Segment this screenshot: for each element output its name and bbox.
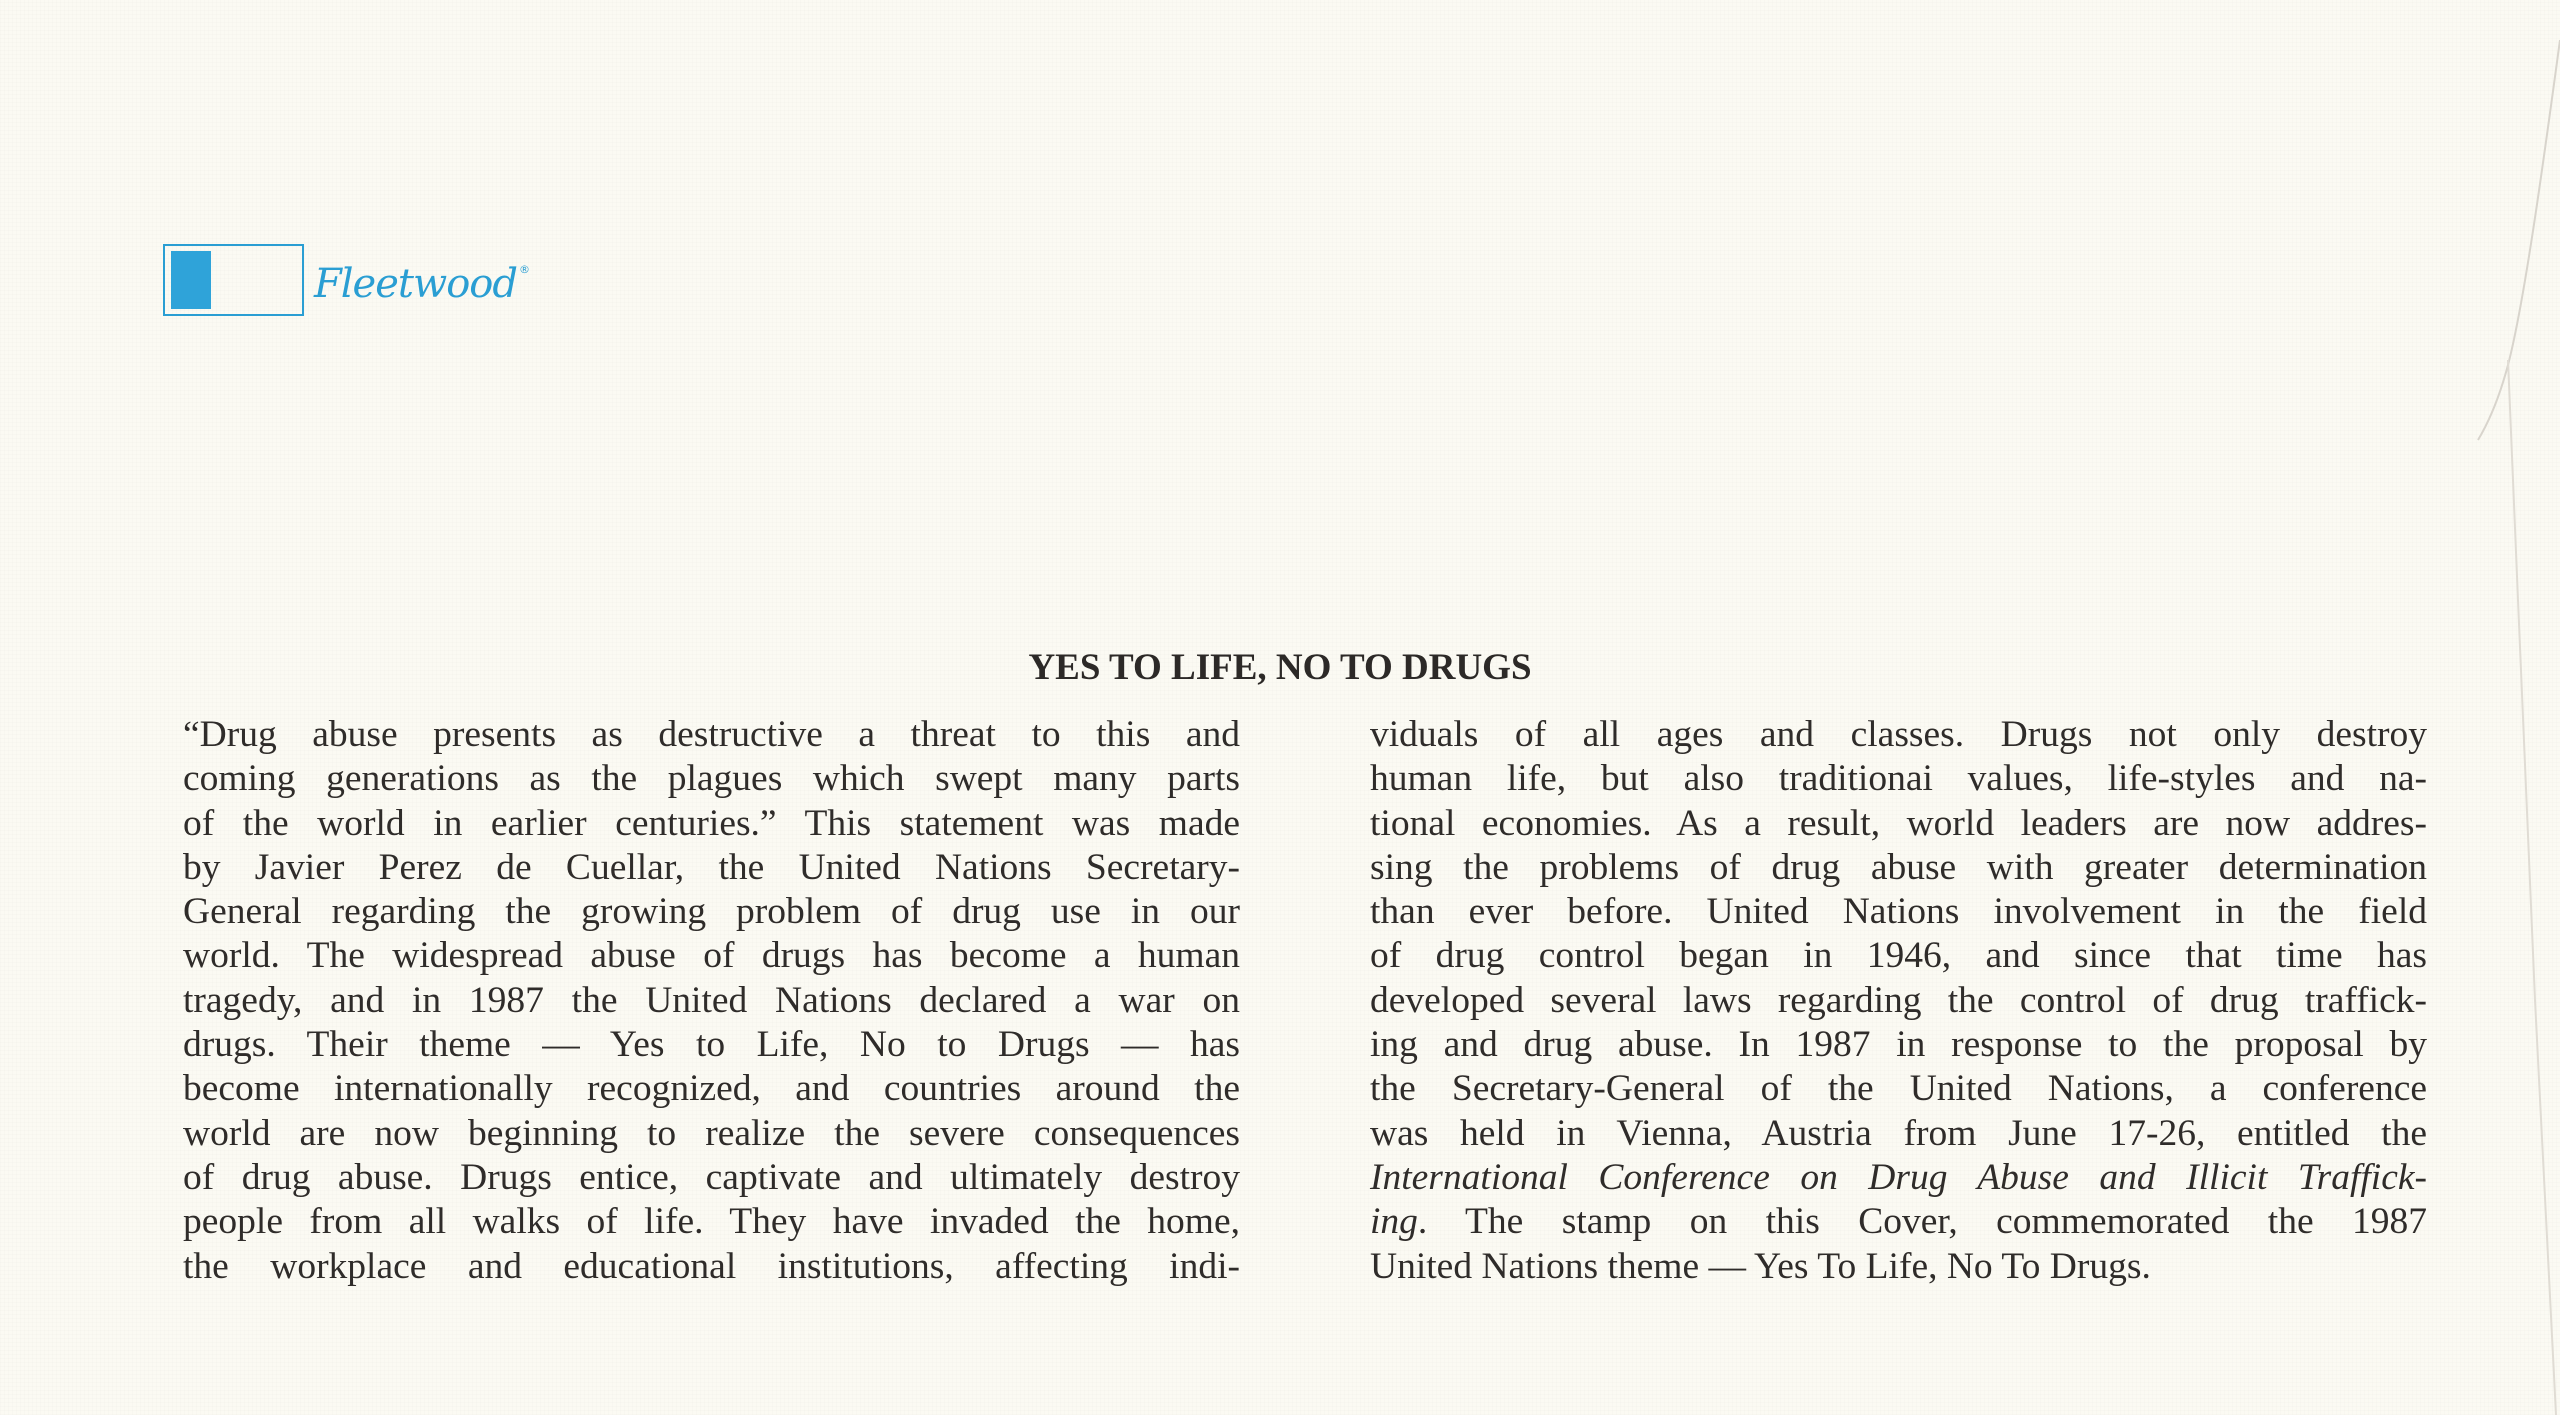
text-line: “Drug abuse presents as destructive a threat to this and (183, 714, 1240, 755)
text-line: viduals of all ages and classes. Drugs not only destroy (1370, 714, 2427, 755)
text-line: drugs. Their theme — Yes to Life, No to Drugs — has (183, 1024, 1240, 1066)
registered-mark: ® (518, 263, 529, 276)
fleetwood-logo (163, 242, 529, 318)
text-line: world. The widespread abuse of drugs has become a human (183, 935, 1240, 977)
conference-title-end: ing (1370, 1201, 1418, 1243)
text-line: of drug control began in 1946, and since that time has (1370, 935, 2427, 977)
logo-brand-text: Fleetwood (314, 261, 517, 307)
text-line: world are now beginning to realize the severe consequences (183, 1112, 1240, 1154)
text-line: General regarding the growing problem of drug use in our (183, 891, 1240, 933)
text-line: the workplace and educational institutions, affecting indi- (183, 1245, 1240, 1287)
text-line: coming generations as the plagues which swept many parts (183, 758, 1240, 800)
text-line-mixed (1370, 1200, 2427, 1244)
left-column (183, 713, 1240, 1289)
text-line: tional economies. As a result, world leaders are now addres- (1370, 802, 2427, 844)
text-line: of drug abuse. Drugs entice, captivate and ultimately destroy (183, 1156, 1240, 1198)
text-line: of the world in earlier centuries.” This statement was made (183, 802, 1240, 844)
text-fragment: . The stamp on this Cover, commemorated the 1987 (1417, 1201, 2427, 1243)
text-line: developed several laws regarding the control of drug traffick- (1370, 979, 2427, 1021)
text-line: by Javier Perez de Cuellar, the United Nations Secretary- (183, 846, 1240, 888)
conference-title-line: International Conference on Drug Abuse and Illicit Traffick- (1370, 1156, 2427, 1198)
logo-wordmark (314, 261, 529, 307)
text-line: sing the problems of drug abuse with greater determination (1370, 846, 2427, 888)
text-line: become internationally recognized, and countries around the (183, 1068, 1240, 1110)
right-column (1370, 713, 2427, 1289)
article-title: YES TO LIFE, NO TO DRUGS (1028, 647, 1532, 688)
text-line: people from all walks of life. They have invaded the home, (183, 1201, 1240, 1243)
text-line: tragedy, and in 1987 the United Nations declared a war on (183, 979, 1240, 1021)
logo-fill-block (171, 251, 211, 309)
text-line: was held in Vienna, Austria from June 17-26, entitled the (1370, 1112, 2427, 1154)
text-line: human life, but also traditionai values, life-styles and na- (1370, 758, 2427, 800)
text-line: than ever before. United Nations involvement in the field (1370, 891, 2427, 933)
logo-box-icon (163, 244, 304, 316)
text-line: ing and drug abuse. In 1987 in response to the proposal by (1370, 1024, 2427, 1066)
text-line: the Secretary-General of the United Nations, a conference (1370, 1068, 2427, 1110)
text-line-last: United Nations theme — Yes To Life, No To Drugs. (1370, 1245, 2151, 1287)
